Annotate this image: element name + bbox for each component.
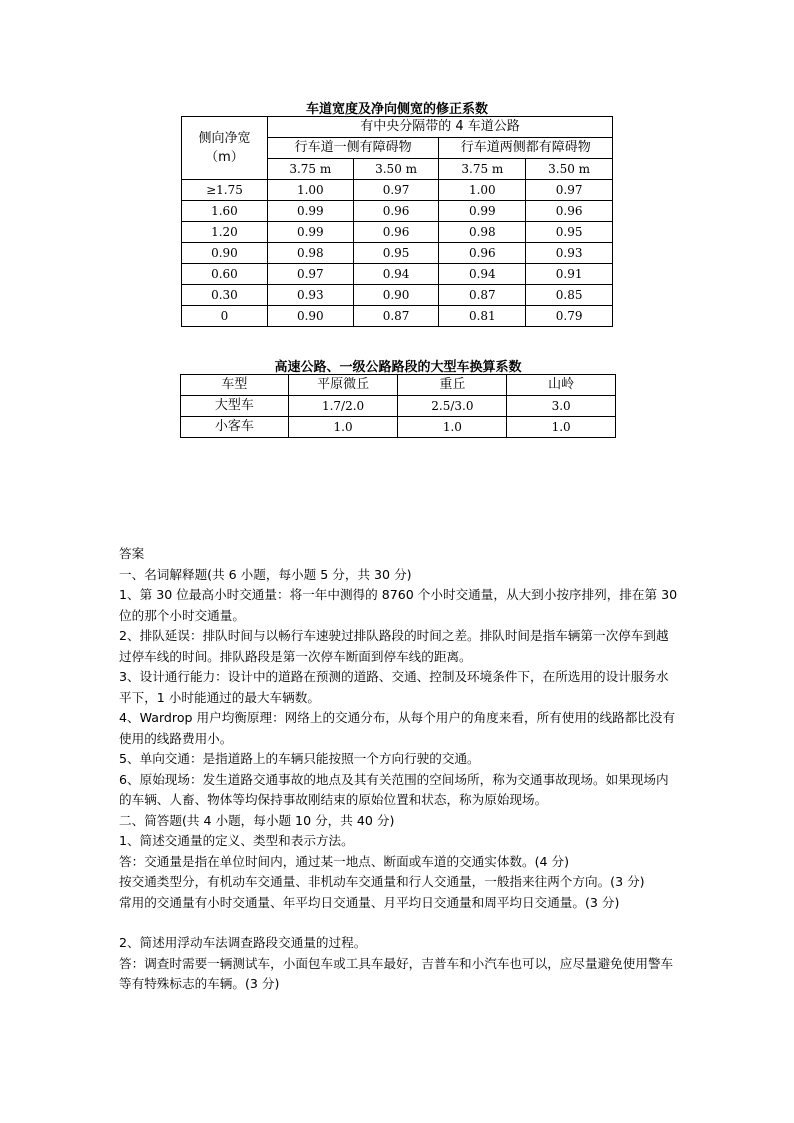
answers-title: 答案 [119, 546, 145, 561]
table-cell: 0.95 [526, 222, 613, 243]
answer-text: 按交通类型分，有机动车交通量、非机动车交通量和行人交通量，一般指来往两个方向。(3 分) [119, 874, 645, 889]
table-cell: 0.99 [439, 201, 526, 222]
answers-section [119, 544, 679, 995]
table-cell: 小客车 [181, 417, 289, 438]
definition-item: 2、排队延误：排队时间与以畅行车速驶过排队路段的时间之差。排队时间是指车辆第一次停车到越过停车线的时间。排队路段是第一次停车断面到停车线的距离。 [119, 628, 669, 664]
table-cell: 0.93 [526, 243, 613, 264]
table-cell: 0.94 [439, 264, 526, 285]
table-cell: 0.87 [439, 285, 526, 306]
table-cell: 0.91 [526, 264, 613, 285]
table-cell: ≥1.75 [182, 180, 268, 201]
table-cell: 0.97 [526, 180, 613, 201]
sub-header-two-sides: 行车道两侧都有障碍物 [439, 138, 613, 159]
table-row [182, 243, 613, 264]
table-cell: 0.94 [353, 264, 439, 285]
table-row [182, 222, 613, 243]
answer-text: 答：调查时需要一辆测试车，小面包车或工具车最好，吉普车和小汽车也可以，应尽量避免使用警车等有特殊标志的车辆。(3 分) [119, 955, 674, 991]
table1-title: 车道宽度及净向侧宽的修正系数 [305, 102, 488, 117]
table-cell: 3.0 [507, 396, 616, 417]
table-cell: 0 [182, 306, 268, 327]
table-cell: 0.96 [353, 201, 439, 222]
table-header-row [181, 375, 616, 396]
table-cell: 0.81 [439, 306, 526, 327]
table-cell: 1.0 [398, 417, 507, 438]
table-cell: 0.90 [182, 243, 268, 264]
table-cell: 1.00 [267, 180, 353, 201]
table-cell: 大型车 [181, 396, 289, 417]
lane-width-correction-table [181, 116, 613, 327]
lane-width-header: 3.50 m [526, 159, 613, 180]
table-row [181, 396, 616, 417]
table-cell: 0.93 [267, 285, 353, 306]
corner-header: 侧向净宽（m） [182, 117, 268, 180]
header-cell: 山岭 [507, 375, 616, 396]
table-row [182, 306, 613, 327]
definition-item: 3、设计通行能力：设计中的道路在预测的道路、交通、控制及环境条件下，在所选用的设计服务水平下，1 小时能通过的最大车辆数。 [119, 669, 669, 705]
table-cell: 0.96 [439, 243, 526, 264]
table-row [182, 180, 613, 201]
header-cell: 车型 [181, 375, 289, 396]
table-cell: 0.60 [182, 264, 268, 285]
table-cell: 0.30 [182, 285, 268, 306]
table2-title: 高速公路、一级公路路段的大型车换算系数 [274, 360, 522, 375]
definition-item: 6、原始现场：发生道路交通事故的地点及其有关范围的空间场所，称为交通事故现场。如果现场内的车辆、人畜、物体等均保持事故刚结束的原始位置和状态，称为原始现场。 [119, 771, 669, 807]
table-row [182, 285, 613, 306]
lane-width-header: 3.75 m [267, 159, 353, 180]
answer-text: 常用的交通量有小时交通量、年平均日交通量、月平均日交通量和周平均日交通量。(3 分) [119, 894, 620, 910]
lane-width-header: 3.75 m [439, 159, 526, 180]
table-cell: 1.20 [182, 222, 268, 243]
table-cell: 0.79 [526, 306, 613, 327]
table-cell: 1.60 [182, 201, 268, 222]
section-heading: 一、名词解释题(共 6 小题，每小题 5 分，共 30 分) [119, 566, 412, 582]
definition-item: 1、第 30 位最高小时交通量：将一年中测得的 8760 个小时交通量，从大到小按序排列，排在第 30 位的那个小时交通量。 [119, 587, 678, 623]
header-cell: 重丘 [398, 375, 507, 396]
table-cell: 2.5/3.0 [398, 396, 507, 417]
table-cell: 0.98 [439, 222, 526, 243]
table-cell: 0.96 [526, 201, 613, 222]
truck-conversion-table [180, 374, 616, 438]
definition-item: 4、Wardrop 用户均衡原理：网络上的交通分布，从每个用户的角度来看，所有使用的线路都比没有使用的线路费用小。 [119, 710, 676, 746]
table-cell: 1.0 [288, 417, 398, 438]
table-cell: 0.90 [353, 285, 439, 306]
header-cell: 平原微丘 [288, 375, 398, 396]
table-cell: 1.0 [507, 417, 616, 438]
table-cell: 0.95 [353, 243, 439, 264]
table-cell: 0.98 [267, 243, 353, 264]
sub-header-one-side: 行车道一侧有障碍物 [267, 138, 439, 159]
table-cell: 0.99 [267, 201, 353, 222]
table-cell: 1.7/2.0 [288, 396, 398, 417]
table-cell: 0.96 [353, 222, 439, 243]
table-cell: 0.90 [267, 306, 353, 327]
answer-text: 答：交通量是指在单位时间内，通过某一地点、断面或车道的交通实体数。(4 分) [119, 853, 570, 869]
table-cell: 0.87 [353, 306, 439, 327]
table-cell: 0.99 [267, 222, 353, 243]
section-heading: 二、简答题(共 4 小题，每小题 10 分，共 40 分) [119, 812, 395, 828]
lane-width-header: 3.50 m [353, 159, 439, 180]
definition-item: 5、单向交通：是指道路上的车辆只能按照一个方向行驶的交通。 [119, 751, 480, 766]
question-text: 2、简述用浮动车法调查路段交通量的过程。 [119, 935, 367, 950]
table-cell: 1.00 [439, 180, 526, 201]
table-cell: 0.97 [267, 264, 353, 285]
group-header: 有中央分隔带的 4 车道公路 [267, 117, 612, 138]
question-text: 1、简述交通量的定义、类型和表示方法。 [119, 833, 354, 848]
table-cell: 0.85 [526, 285, 613, 306]
table-row [182, 264, 613, 285]
table-row [182, 201, 613, 222]
table-row [181, 417, 616, 438]
table-cell: 0.97 [353, 180, 439, 201]
